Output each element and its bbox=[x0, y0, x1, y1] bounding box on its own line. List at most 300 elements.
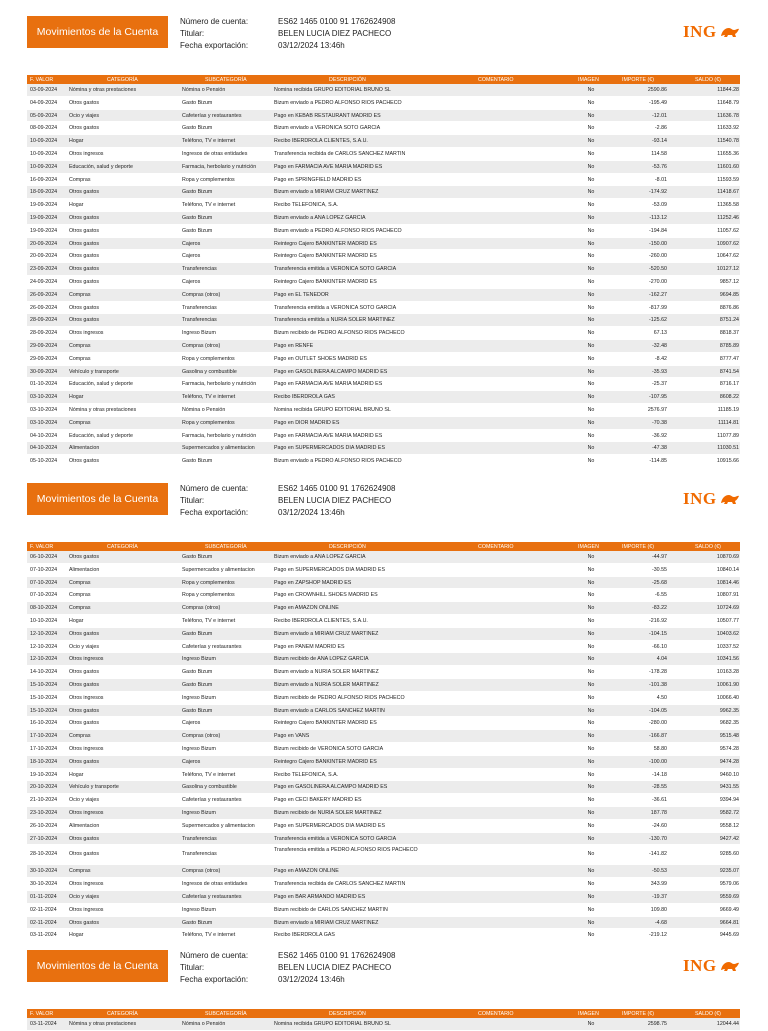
cell-date: 23-10-2024 bbox=[30, 809, 58, 816]
cell-image: No bbox=[587, 566, 595, 573]
cell-balance: 9574.28 bbox=[719, 745, 739, 752]
cell-subcategory: Cajeros bbox=[182, 253, 201, 260]
table-row bbox=[27, 833, 740, 846]
cell-subcategory: Gasto Bizum bbox=[182, 458, 213, 465]
cell-image: No bbox=[587, 291, 595, 298]
cell-date: 03-10-2024 bbox=[30, 419, 58, 426]
cell-description: Nomina recibida GRUPO EDITORIAL BRUNO SL bbox=[274, 406, 391, 413]
cell-date: 10-10-2024 bbox=[30, 617, 58, 624]
cell-image: No bbox=[587, 342, 595, 349]
cell-amount: -53.76 bbox=[651, 163, 667, 170]
cell-amount: -817.99 bbox=[649, 304, 667, 311]
cell-date: 07-10-2024 bbox=[30, 579, 58, 586]
table-row bbox=[27, 845, 740, 865]
cell-image: No bbox=[587, 605, 595, 612]
cell-balance: 12044.44 bbox=[716, 1021, 739, 1027]
cell-balance: 11418.67 bbox=[717, 189, 739, 196]
col-categoria: CATEGORÍA bbox=[107, 1010, 138, 1017]
cell-date: 07-10-2024 bbox=[30, 592, 58, 599]
cell-subcategory: Ingreso Bizum bbox=[182, 809, 216, 816]
cell-subcategory: Compras (otros) bbox=[182, 291, 221, 298]
col-subcategoria: SUBCATEGORÍA bbox=[205, 76, 247, 83]
col-saldo: SALDO (€) bbox=[695, 1010, 721, 1017]
cell-category: Ocio y viajes bbox=[69, 643, 100, 650]
cell-image: No bbox=[587, 681, 595, 688]
cell-image: No bbox=[587, 163, 595, 170]
cell-category: Otros gastos bbox=[69, 227, 100, 234]
cell-description: Transferencia recibida de CARLOS SANCHEZ MARTIN bbox=[274, 150, 406, 157]
col-descripcion: DESCRIPCIÓN bbox=[329, 543, 366, 550]
cell-image: No bbox=[587, 202, 595, 209]
cell-date: 26-10-2024 bbox=[30, 822, 58, 829]
cell-subcategory: Ropa y complementos bbox=[182, 579, 235, 586]
cell-category: Hogar bbox=[69, 617, 84, 624]
cell-description: Pago en OUTLET SHOES MADRID ES bbox=[274, 355, 367, 362]
col-saldo: SALDO (€) bbox=[695, 543, 721, 550]
cell-balance: 8785.89 bbox=[719, 342, 739, 349]
cell-description: Bizum enviado a MIRIAM CRUZ MARTINEZ bbox=[274, 919, 379, 926]
cell-image: No bbox=[587, 1021, 595, 1027]
cell-image: No bbox=[587, 368, 595, 375]
cell-date: 10-09-2024 bbox=[30, 150, 58, 157]
cell-amount: -100.00 bbox=[649, 758, 667, 765]
cell-category: Hogar bbox=[69, 202, 84, 209]
cell-subcategory: Ropa y complementos bbox=[182, 592, 235, 599]
export-date-label: Fecha exportación: bbox=[180, 975, 249, 984]
cell-description: Pago en FARMACIA AVE MARIA MADRID ES bbox=[274, 163, 383, 170]
cell-image: No bbox=[587, 893, 595, 900]
cell-description: Pago en KEBAB RESTAURANT MADRID ES bbox=[274, 112, 381, 119]
cell-balance: 11114.81 bbox=[718, 419, 739, 426]
col-importe: IMPORTE (€) bbox=[622, 1010, 654, 1017]
cell-amount: -178.28 bbox=[649, 669, 667, 676]
lion-icon bbox=[720, 25, 740, 39]
cell-description: Bizum recibido de ANA LOPEZ GARCIA bbox=[274, 656, 369, 663]
cell-description: Pago en FARMACIA AVE MARIA MADRID ES bbox=[274, 381, 383, 388]
cell-description: Bizum enviado a CARLOS SANCHEZ MARTIN bbox=[274, 707, 385, 714]
cell-category: Vehículo y transporte bbox=[69, 368, 119, 375]
cell-date: 18-10-2024 bbox=[30, 758, 58, 765]
cell-category: Otros ingresos bbox=[69, 881, 104, 888]
holder-label: Titular: bbox=[180, 963, 205, 972]
cell-description: Recibo TELEFONICA, S.A. bbox=[274, 771, 339, 778]
holder-name: BELEN LUCIA DIEZ PACHECO bbox=[278, 963, 392, 972]
cell-balance: 9427.42 bbox=[719, 835, 739, 842]
cell-date: 01-10-2024 bbox=[30, 381, 58, 388]
cell-image: No bbox=[587, 445, 595, 452]
cell-description: Transferencia emitida a VERONICA SOTO GARCIA bbox=[274, 835, 397, 842]
cell-balance: 10507.77 bbox=[716, 617, 739, 624]
cell-image: No bbox=[587, 720, 595, 727]
cell-date: 20-09-2024 bbox=[30, 253, 58, 260]
cell-category: Compras bbox=[69, 579, 91, 586]
cell-description: Transferencia emitida a VERONICA SOTO GARCIA bbox=[274, 304, 397, 311]
statement-title: Movimientos de la Cuenta bbox=[27, 950, 168, 982]
cell-date: 08-09-2024 bbox=[30, 125, 58, 132]
cell-amount: -24.60 bbox=[651, 822, 667, 829]
col-saldo: SALDO (€) bbox=[695, 76, 721, 83]
cell-balance: 11185.19 bbox=[717, 406, 739, 413]
table-row bbox=[27, 276, 740, 289]
cell-category: Nómina y otras prestaciones bbox=[69, 406, 137, 413]
cell-description: Pago en DIOR MADRID ES bbox=[274, 419, 340, 426]
cell-category: Ocio y viajes bbox=[69, 112, 100, 119]
cell-balance: 11636.78 bbox=[717, 112, 739, 119]
table-row bbox=[27, 263, 740, 276]
cell-category: Otros ingresos bbox=[69, 745, 104, 752]
cell-date: 20-10-2024 bbox=[30, 784, 58, 791]
cell-date: 23-09-2024 bbox=[30, 266, 58, 273]
cell-subcategory: Cajeros bbox=[182, 278, 201, 285]
cell-amount: -270.00 bbox=[649, 278, 667, 285]
cell-amount: 2590.86 bbox=[647, 87, 667, 93]
cell-subcategory: Ingresos de otras entidades bbox=[182, 881, 248, 888]
cell-category: Alimentacion bbox=[69, 566, 100, 573]
cell-balance: 10647.62 bbox=[716, 253, 739, 260]
cell-balance: 9515.48 bbox=[719, 733, 739, 740]
cell-description: Bizum enviado a PEDRO ALFONSO RIOS PACHECO bbox=[274, 458, 402, 465]
cell-category: Compras bbox=[69, 291, 91, 298]
cell-amount: -12.01 bbox=[651, 112, 667, 119]
table-row bbox=[27, 250, 740, 263]
holder-label: Titular: bbox=[180, 29, 205, 38]
cell-balance: 9285.60 bbox=[719, 851, 739, 858]
cell-date: 04-10-2024 bbox=[30, 432, 58, 439]
cell-subcategory: Gasolina y combustible bbox=[182, 368, 237, 375]
cell-description: Reintegro Cajero BANKINTER MADRID ES bbox=[274, 240, 377, 247]
cell-subcategory: Teléfono, TV e internet bbox=[182, 138, 236, 145]
cell-image: No bbox=[587, 868, 595, 875]
statement-page bbox=[0, 934, 768, 1027]
cell-category: Hogar bbox=[69, 394, 84, 401]
cell-category: Otros gastos bbox=[69, 266, 100, 273]
cell-amount: -44.97 bbox=[651, 554, 667, 560]
cell-image: No bbox=[587, 669, 595, 676]
cell-balance: 9474.28 bbox=[719, 758, 739, 765]
table-row bbox=[27, 314, 740, 327]
cell-category: Compras bbox=[69, 592, 91, 599]
cell-date: 29-09-2024 bbox=[30, 355, 58, 362]
cell-date: 28-09-2024 bbox=[30, 330, 58, 337]
cell-image: No bbox=[587, 330, 595, 337]
cell-category: Alimentacion bbox=[69, 822, 100, 829]
cell-subcategory: Nómina o Pensión bbox=[182, 1021, 226, 1027]
cell-balance: 11540.78 bbox=[717, 138, 739, 145]
cell-balance: 11365.58 bbox=[717, 202, 739, 209]
cell-subcategory: Gasto Bizum bbox=[182, 681, 213, 688]
transactions-table bbox=[27, 1009, 740, 1031]
cell-balance: 10807.91 bbox=[716, 592, 739, 599]
cell-balance: 9857.12 bbox=[719, 278, 739, 285]
col-fvalor: F. VALOR bbox=[30, 1010, 54, 1017]
transactions-table bbox=[27, 75, 740, 468]
transactions-table bbox=[27, 542, 740, 942]
cell-subcategory: Compras (otros) bbox=[182, 605, 221, 612]
cell-subcategory: Gasto Bizum bbox=[182, 214, 213, 221]
cell-image: No bbox=[587, 881, 595, 888]
cell-description: Bizum recibido de CARLOS SANCHEZ MARTIN bbox=[274, 906, 388, 913]
statement-title: Movimientos de la Cuenta bbox=[27, 16, 168, 48]
cell-category: Otros ingresos bbox=[69, 330, 104, 337]
cell-subcategory: Teléfono, TV e internet bbox=[182, 617, 236, 624]
cell-balance: 9669.49 bbox=[719, 906, 739, 913]
cell-description: Bizum enviado a PEDRO ALFONSO RIOS PACHECO bbox=[274, 227, 402, 234]
cell-category: Otros ingresos bbox=[69, 809, 104, 816]
cell-balance: 10907.62 bbox=[716, 240, 739, 247]
cell-date: 30-10-2024 bbox=[30, 868, 58, 875]
cell-date: 29-09-2024 bbox=[30, 342, 58, 349]
cell-amount: -280.00 bbox=[649, 720, 667, 727]
cell-category: Otros gastos bbox=[69, 835, 100, 842]
cell-subcategory: Teléfono, TV e internet bbox=[182, 394, 236, 401]
cell-image: No bbox=[587, 932, 595, 939]
cell-balance: 11844.28 bbox=[717, 87, 739, 93]
cell-balance: 9558.12 bbox=[719, 822, 739, 829]
cell-subcategory: Ingreso Bizum bbox=[182, 694, 216, 701]
table-row bbox=[27, 679, 740, 692]
cell-description: Transferencia recibida de CARLOS SANCHEZ MARTIN bbox=[274, 881, 406, 888]
cell-description: Pago en SUPERMERCADOS DIA MADRID ES bbox=[274, 445, 385, 452]
cell-image: No bbox=[587, 630, 595, 637]
cell-description: Pago en RENFE bbox=[274, 342, 314, 349]
cell-category: Ocio y viajes bbox=[69, 893, 100, 900]
cell-category: Educación, salud y deporte bbox=[69, 381, 133, 388]
cell-date: 21-10-2024 bbox=[30, 797, 58, 804]
table-row bbox=[27, 186, 740, 199]
cell-amount: -25.68 bbox=[651, 579, 667, 586]
cell-date: 15-10-2024 bbox=[30, 694, 58, 701]
cell-amount: -125.62 bbox=[649, 317, 667, 324]
cell-description: Nomina recibida GRUPO EDITORIAL BRUNO SL bbox=[274, 1021, 391, 1027]
cell-balance: 8716.17 bbox=[719, 381, 739, 388]
cell-description: Bizum enviado a PEDRO ALFONSO RIOS PACHECO bbox=[274, 99, 402, 106]
account-number-label: Número de cuenta: bbox=[180, 484, 249, 493]
export-date: 03/12/2024 13:46h bbox=[278, 41, 345, 50]
table-row bbox=[27, 174, 740, 187]
cell-image: No bbox=[587, 138, 595, 145]
cell-description: Pago en SPRINGFIELD MADRID ES bbox=[274, 176, 362, 183]
cell-category: Otros ingresos bbox=[69, 150, 104, 157]
table-row bbox=[27, 84, 740, 97]
cell-date: 12-10-2024 bbox=[30, 643, 58, 650]
cell-balance: 11077.89 bbox=[717, 432, 739, 439]
ing-logo bbox=[683, 489, 740, 509]
table-row bbox=[27, 442, 740, 455]
cell-subcategory: Transferencias bbox=[182, 317, 217, 324]
cell-category: Compras bbox=[69, 733, 91, 740]
cell-subcategory: Farmacia, herbolario y nutrición bbox=[182, 381, 257, 388]
cell-category: Otros gastos bbox=[69, 758, 100, 765]
cell-description: Recibo IBERDROLA GAS bbox=[274, 932, 335, 939]
table-row bbox=[27, 340, 740, 353]
ing-logo-text: ING bbox=[683, 22, 717, 41]
account-number: ES62 1465 0100 91 1762624908 bbox=[278, 17, 396, 26]
cell-date: 12-10-2024 bbox=[30, 630, 58, 637]
table-row bbox=[27, 289, 740, 302]
cell-category: Compras bbox=[69, 868, 91, 875]
cell-image: No bbox=[587, 189, 595, 196]
cell-subcategory: Teléfono, TV e internet bbox=[182, 932, 236, 939]
cell-date: 03-09-2024 bbox=[30, 87, 58, 93]
table-row bbox=[27, 756, 740, 769]
table-row bbox=[27, 430, 740, 443]
cell-image: No bbox=[587, 394, 595, 401]
cell-balance: 9962.35 bbox=[719, 707, 739, 714]
cell-amount: -219.12 bbox=[649, 932, 667, 939]
cell-category: Otros gastos bbox=[69, 125, 100, 132]
cell-balance: 8818.37 bbox=[719, 330, 739, 337]
cell-category: Otros ingresos bbox=[69, 694, 104, 701]
cell-amount: -104.15 bbox=[649, 630, 667, 637]
statement-title: Movimientos de la Cuenta bbox=[27, 483, 168, 515]
cell-amount: -194.84 bbox=[649, 227, 667, 234]
cell-amount: -150.00 bbox=[649, 240, 667, 247]
cell-date: 10-09-2024 bbox=[30, 163, 58, 170]
cell-description: Pago en AMAZON ONLINE bbox=[274, 605, 339, 612]
cell-category: Otros gastos bbox=[69, 317, 100, 324]
cell-image: No bbox=[587, 797, 595, 804]
cell-description: Transferencia emitida a PEDRO ALFONSO RIOS PACHECO bbox=[274, 847, 418, 854]
cell-image: No bbox=[587, 432, 595, 439]
table-row bbox=[27, 110, 740, 123]
cell-date: 17-10-2024 bbox=[30, 733, 58, 740]
account-number-label: Número de cuenta: bbox=[180, 17, 249, 26]
cell-balance: 11057.62 bbox=[717, 227, 739, 234]
cell-image: No bbox=[587, 240, 595, 247]
cell-category: Otros gastos bbox=[69, 554, 100, 560]
cell-amount: -114.85 bbox=[649, 458, 667, 465]
cell-amount: -36.61 bbox=[651, 797, 667, 804]
cell-date: 26-09-2024 bbox=[30, 304, 58, 311]
cell-category: Otros gastos bbox=[69, 720, 100, 727]
cell-amount: -520.50 bbox=[649, 266, 667, 273]
col-categoria: CATEGORÍA bbox=[107, 76, 138, 83]
cell-description: Bizum enviado a NURIA SOLER MARTINEZ bbox=[274, 681, 379, 688]
table-row bbox=[27, 692, 740, 705]
cell-image: No bbox=[587, 278, 595, 285]
cell-description: Reintegro Cajero BANKINTER MADRID ES bbox=[274, 253, 377, 260]
cell-image: No bbox=[587, 458, 595, 465]
cell-description: Bizum enviado a ANA LOPEZ GARCIA bbox=[274, 214, 366, 221]
cell-category: Otros gastos bbox=[69, 240, 100, 247]
cell-description: Bizum recibido de VERONICA SOTO GARCIA bbox=[274, 745, 384, 752]
cell-category: Compras bbox=[69, 342, 91, 349]
cell-subcategory: Gasto Bizum bbox=[182, 227, 213, 234]
cell-subcategory: Transferencias bbox=[182, 835, 217, 842]
cell-description: Pago en FARMACIA AVE MARIA MADRID ES bbox=[274, 432, 383, 439]
cell-subcategory: Compras (otros) bbox=[182, 868, 221, 875]
cell-description: Pago en AMAZON ONLINE bbox=[274, 868, 339, 875]
cell-amount: -8.01 bbox=[654, 176, 667, 183]
table-row bbox=[27, 653, 740, 666]
cell-description: Recibo TELEFONICA, S.A. bbox=[274, 202, 339, 209]
cell-subcategory: Ingreso Bizum bbox=[182, 656, 216, 663]
cell-image: No bbox=[587, 355, 595, 362]
cell-balance: 11593.59 bbox=[717, 176, 739, 183]
cell-image: No bbox=[587, 253, 595, 260]
cell-amount: -53.09 bbox=[651, 202, 667, 209]
cell-amount: -113.12 bbox=[649, 214, 667, 221]
cell-balance: 11648.79 bbox=[717, 99, 739, 106]
table-row bbox=[27, 602, 740, 615]
col-imagen: IMAGEN bbox=[578, 76, 599, 83]
statement-page bbox=[0, 467, 768, 939]
table-row bbox=[27, 589, 740, 602]
cell-image: No bbox=[587, 919, 595, 926]
cell-description: Bizum enviado a MIRIAM CRUZ MARTINEZ bbox=[274, 189, 379, 196]
ing-logo-text: ING bbox=[683, 956, 717, 975]
cell-image: No bbox=[587, 579, 595, 586]
col-fvalor: F. VALOR bbox=[30, 543, 54, 550]
lion-icon bbox=[720, 959, 740, 973]
cell-image: No bbox=[587, 617, 595, 624]
cell-date: 03-10-2024 bbox=[30, 406, 58, 413]
cell-balance: 10127.12 bbox=[716, 266, 739, 273]
table-row bbox=[27, 904, 740, 917]
table-row bbox=[27, 807, 740, 820]
cell-image: No bbox=[587, 419, 595, 426]
cell-date: 05-09-2024 bbox=[30, 112, 58, 119]
cell-image: No bbox=[587, 227, 595, 234]
table-header bbox=[27, 542, 740, 551]
cell-balance: 9579.06 bbox=[719, 881, 739, 888]
cell-image: No bbox=[587, 694, 595, 701]
col-comentario: COMENTARIO bbox=[478, 1010, 514, 1017]
cell-category: Otros gastos bbox=[69, 458, 100, 465]
lion-icon bbox=[720, 492, 740, 506]
table-row bbox=[27, 730, 740, 743]
cell-image: No bbox=[587, 406, 595, 413]
cell-subcategory: Nómina o Pensión bbox=[182, 87, 226, 93]
cell-image: No bbox=[587, 809, 595, 816]
table-row bbox=[27, 666, 740, 679]
cell-subcategory: Gasto Bizum bbox=[182, 125, 213, 132]
export-date: 03/12/2024 13:46h bbox=[278, 975, 345, 984]
cell-amount: -30.55 bbox=[651, 566, 667, 573]
cell-date: 27-10-2024 bbox=[30, 835, 58, 842]
cell-subcategory: Ingreso Bizum bbox=[182, 330, 216, 337]
cell-description: Bizum recibido de PEDRO ALFONSO RIOS PACHECO bbox=[274, 330, 405, 337]
cell-subcategory: Cafeterías y restaurantes bbox=[182, 112, 242, 119]
cell-image: No bbox=[587, 99, 595, 106]
cell-description: Recibo IBERDROLA CLIENTES, S.A.U. bbox=[274, 617, 368, 624]
cell-image: No bbox=[587, 112, 595, 119]
cell-description: Reintegro Cajero BANKINTER MADRID ES bbox=[274, 278, 377, 285]
table-row bbox=[27, 551, 740, 564]
table-row bbox=[27, 212, 740, 225]
table-row bbox=[27, 135, 740, 148]
cell-description: Pago en PANEM MADRID ES bbox=[274, 643, 345, 650]
table-row bbox=[27, 238, 740, 251]
cell-subcategory: Gasolina y combustible bbox=[182, 784, 237, 791]
cell-subcategory: Cafeterías y restaurantes bbox=[182, 643, 242, 650]
cell-category: Otros gastos bbox=[69, 630, 100, 637]
cell-category: Educación, salud y deporte bbox=[69, 432, 133, 439]
holder-name: BELEN LUCIA DIEZ PACHECO bbox=[278, 496, 392, 505]
cell-image: No bbox=[587, 125, 595, 132]
cell-amount: -50.53 bbox=[651, 868, 667, 875]
col-subcategoria: SUBCATEGORÍA bbox=[205, 543, 247, 550]
cell-amount: 343.99 bbox=[650, 881, 667, 888]
table-row bbox=[27, 878, 740, 891]
cell-image: No bbox=[587, 822, 595, 829]
statement-page bbox=[0, 0, 768, 467]
table-row bbox=[27, 820, 740, 833]
cell-subcategory: Teléfono, TV e internet bbox=[182, 771, 236, 778]
cell-balance: 9559.69 bbox=[719, 893, 739, 900]
cell-balance: 10337.52 bbox=[716, 643, 739, 650]
table-row bbox=[27, 717, 740, 730]
